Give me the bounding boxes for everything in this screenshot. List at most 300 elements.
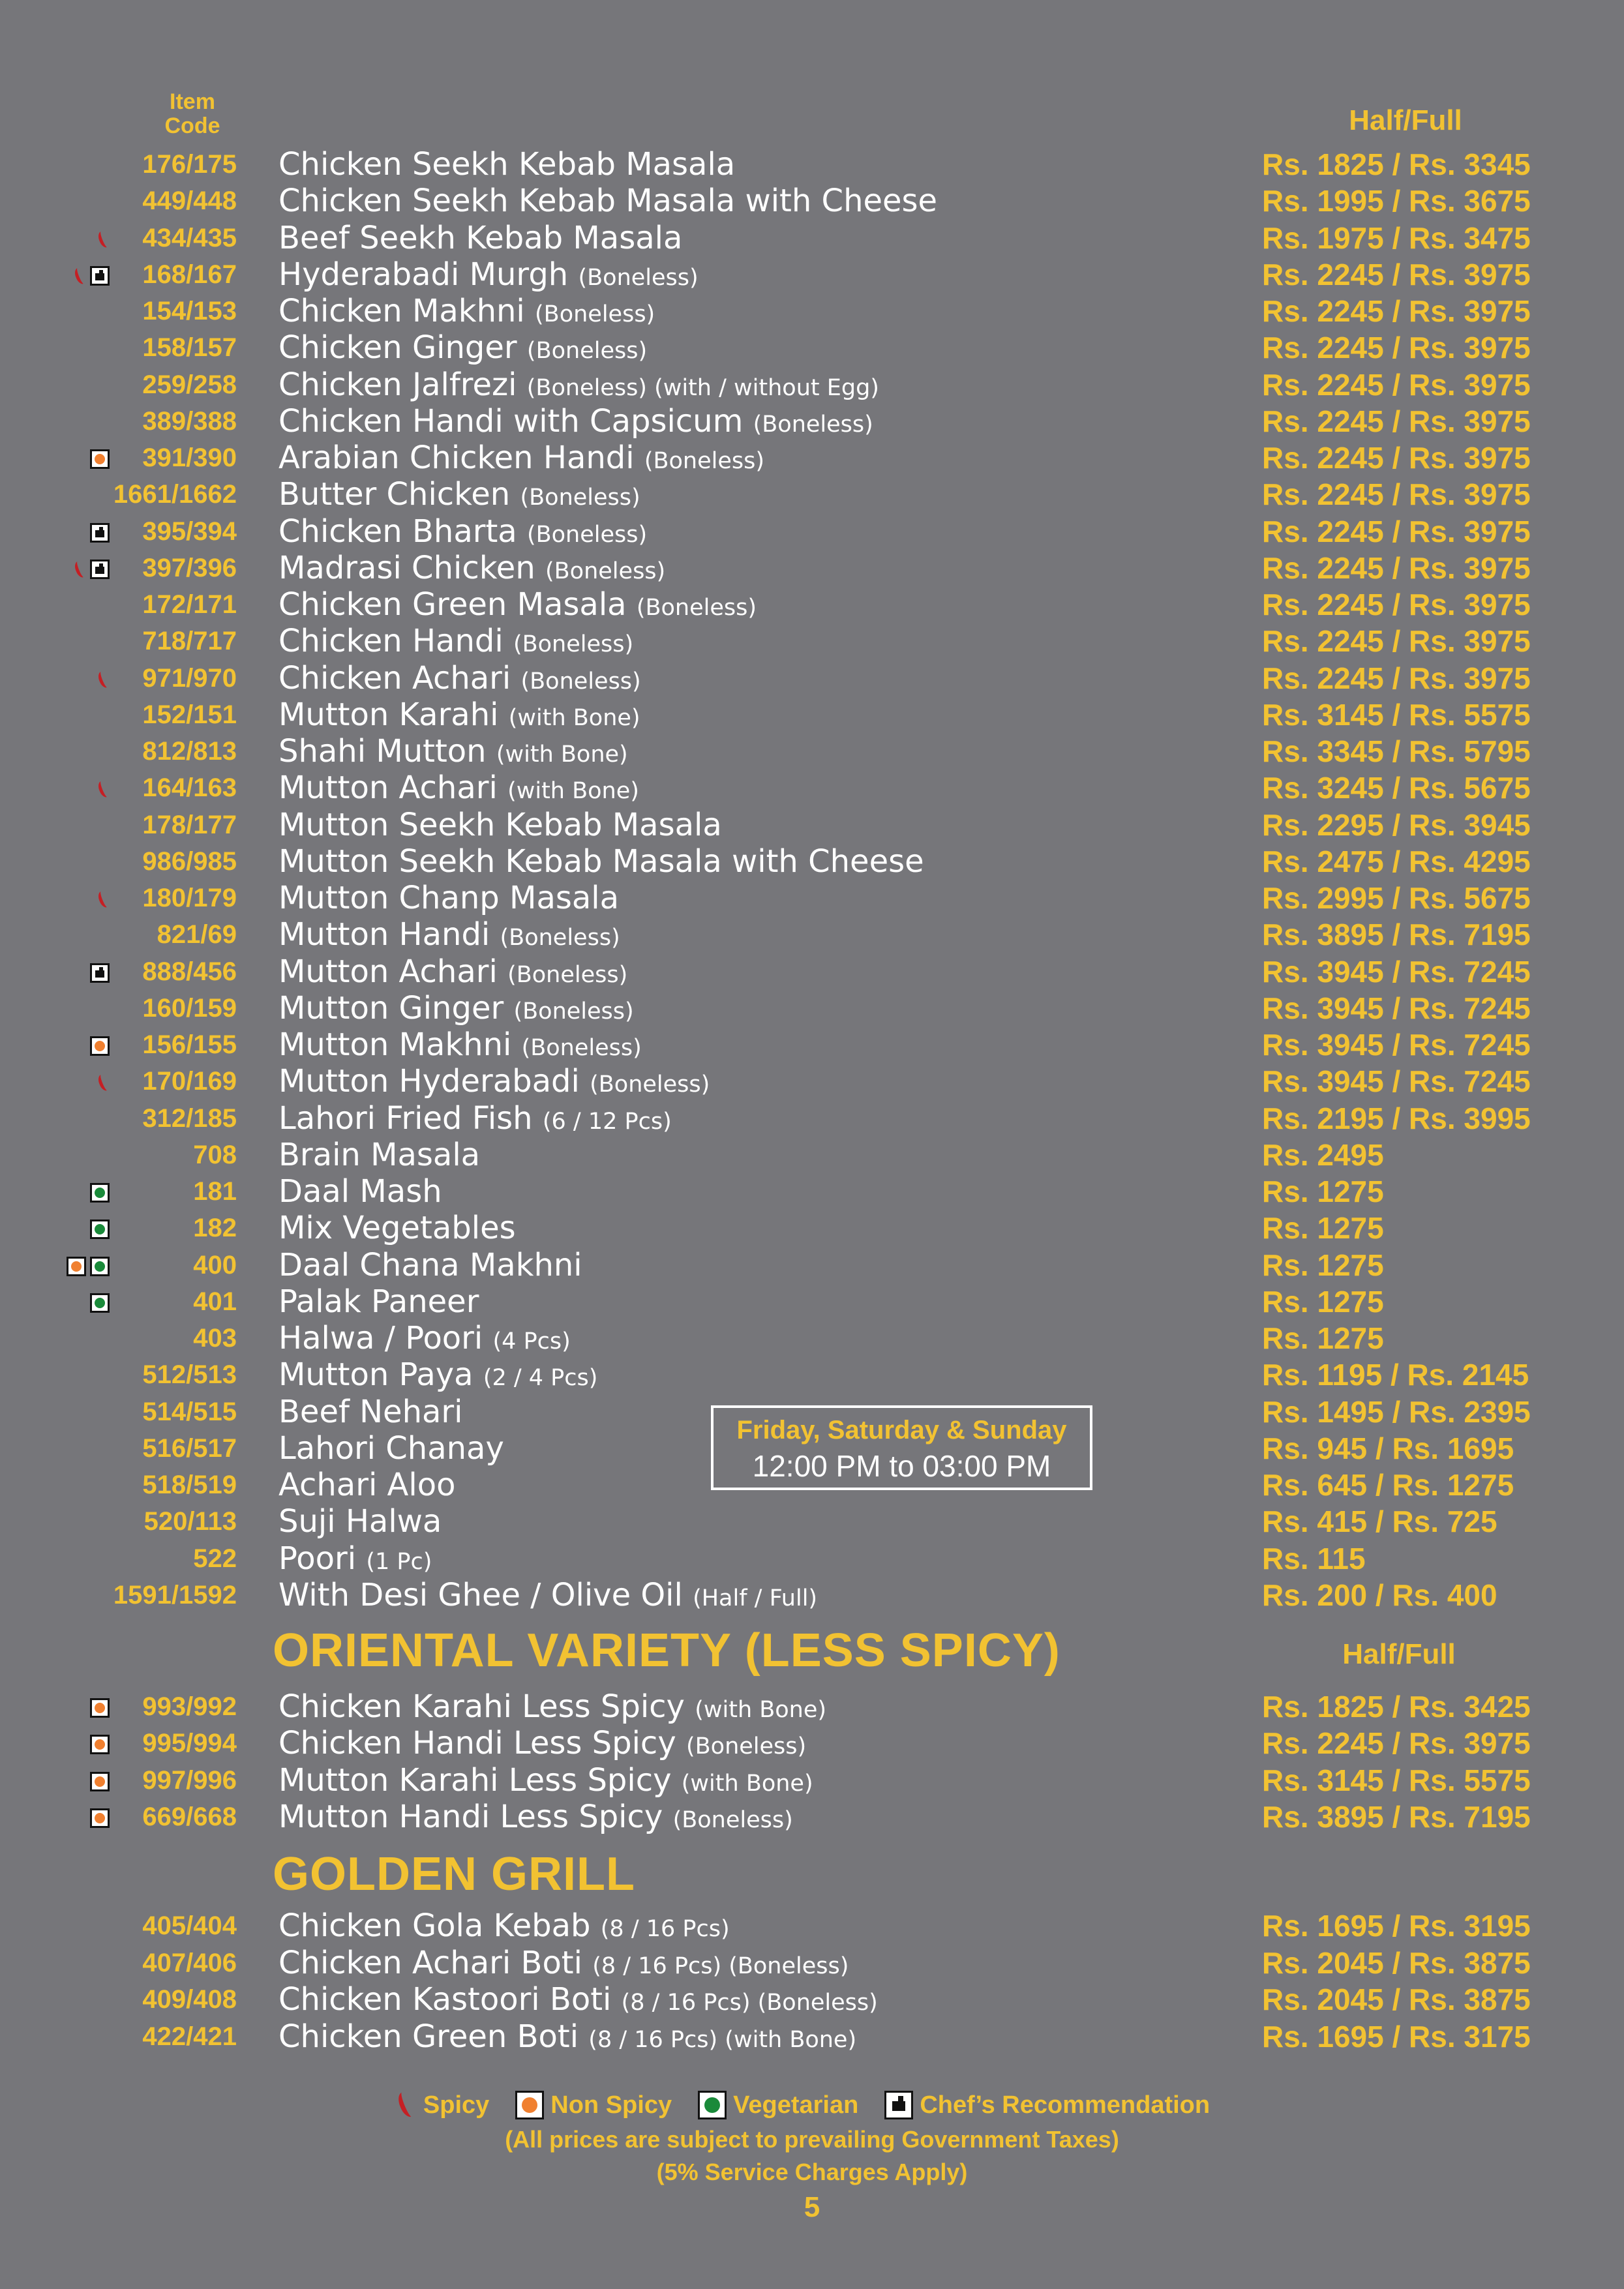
item-note: (8 / 16 Pcs) (with Bone) [588, 2026, 857, 2053]
item-price: Rs. 3945 / Rs. 7245 [1262, 1028, 1531, 1062]
menu-row [0, 1247, 1624, 1283]
item-price: Rs. 115 [1262, 1541, 1366, 1576]
non-spicy-icon [67, 1257, 86, 1276]
oriental-half-full-header: Half/Full [1342, 1638, 1456, 1670]
item-name [278, 623, 633, 663]
item-price: Rs. 1275 [1262, 1211, 1384, 1246]
item-note: (with Bone) [507, 778, 639, 805]
item-code: 405/404 [142, 1911, 237, 1940]
item-name [278, 1467, 455, 1503]
item-code: 389/388 [142, 406, 237, 436]
item-code: 812/813 [142, 737, 237, 766]
item-icons [73, 558, 110, 581]
item-code: 391/390 [142, 443, 237, 472]
menu-row [0, 513, 1624, 550]
item-code: 407/406 [142, 1948, 237, 1977]
item-code: 180/179 [142, 884, 237, 912]
item-title: Chicken Seekh Kebab Masala [278, 146, 736, 183]
item-name [278, 256, 699, 296]
item-note: (2 / 4 Pcs) [483, 1365, 598, 1392]
item-code: 176/175 [142, 150, 237, 179]
item-price: Rs. 415 / Rs. 725 [1262, 1504, 1497, 1539]
item-code: 516/517 [142, 1433, 237, 1463]
item-title: Mix Vegetables [278, 1210, 516, 1247]
menu-row [0, 1908, 1624, 1944]
item-title: Chicken Makhni [278, 293, 525, 329]
item-title: Chicken Karahi Less Spicy [278, 1688, 685, 1725]
menu-row [0, 1026, 1624, 1063]
item-note: (Boneless) [526, 521, 648, 548]
item-name [278, 1688, 826, 1728]
menu-row [0, 2018, 1624, 2055]
item-note: (Boneless) [753, 411, 873, 438]
item-icons [90, 521, 110, 545]
legend-nonspicy [515, 2091, 672, 2119]
item-name [278, 660, 641, 700]
item-title: Lahori Chanay [278, 1429, 504, 1467]
item-name [278, 1799, 793, 1838]
item-code: 403 [193, 1324, 237, 1353]
item-price: Rs. 1275 [1262, 1248, 1384, 1282]
item-price: Rs. 2195 / Rs. 3995 [1262, 1101, 1531, 1135]
legend-chef-label: Chef’s Recommendation [920, 2091, 1210, 2119]
non-spicy-icon [90, 1808, 110, 1828]
item-price: Rs. 3945 / Rs. 7245 [1262, 1064, 1531, 1099]
menu-row [0, 367, 1624, 403]
chili-icon [97, 890, 110, 909]
item-price: Rs. 3345 / Rs. 5795 [1262, 734, 1531, 768]
item-price: Rs. 2245 / Rs. 3975 [1262, 550, 1531, 585]
menu-row [0, 403, 1624, 440]
item-price: Rs. 2245 / Rs. 3975 [1262, 661, 1531, 695]
thumbs-up-icon [884, 2091, 913, 2119]
item-code: 156/155 [142, 1030, 237, 1059]
non-spicy-icon [90, 449, 110, 469]
menu-row [0, 733, 1624, 770]
item-code: 178/177 [142, 810, 237, 839]
item-icons [67, 1255, 110, 1278]
item-price: Rs. 2245 / Rs. 3975 [1262, 294, 1531, 328]
item-note: (Boneless) [636, 595, 757, 621]
item-note: (Boneless) [507, 961, 628, 988]
item-note: (with Bone) [681, 1770, 813, 1797]
item-price: Rs. 1825 / Rs. 3345 [1262, 147, 1531, 181]
item-price: Rs. 3945 / Rs. 7245 [1262, 954, 1531, 989]
item-name [278, 183, 937, 219]
menu-row [0, 476, 1624, 513]
item-code: 708 [193, 1140, 237, 1169]
menu-row [0, 220, 1624, 256]
item-price: Rs. 2245 / Rs. 3975 [1262, 404, 1531, 438]
item-price: Rs. 1195 / Rs. 2145 [1262, 1358, 1529, 1392]
thumbs-up-icon [90, 523, 110, 543]
non-spicy-icon [90, 1036, 110, 1056]
item-note: (with Bone) [695, 1697, 827, 1723]
item-name [278, 990, 634, 1030]
vegetarian-icon [90, 1219, 110, 1239]
item-name [278, 146, 735, 183]
item-price: Rs. 1825 / Rs. 3425 [1262, 1690, 1531, 1724]
item-price: Rs. 3895 / Rs. 7195 [1262, 1799, 1531, 1834]
menu-row [0, 586, 1624, 623]
item-note: (Boneless) [520, 485, 640, 511]
item-note: (with Bone) [508, 704, 640, 731]
item-name [278, 1320, 571, 1360]
item-note: (Boneless) [521, 1035, 642, 1061]
item-icons [90, 1696, 110, 1720]
non-spicy-icon [515, 2091, 544, 2119]
item-title: Mutton Chanp Masala [278, 880, 620, 916]
item-name [278, 1026, 642, 1066]
item-name [278, 880, 619, 916]
non-spicy-icon [90, 1735, 110, 1754]
menu-row [0, 916, 1624, 953]
item-name [278, 1137, 480, 1173]
item-name [278, 807, 722, 843]
item-title: Shahi Mutton [278, 733, 487, 770]
item-code: 409/408 [142, 1985, 237, 2014]
menu-row [0, 1945, 1624, 1981]
item-name [278, 293, 655, 333]
item-code: 152/151 [142, 700, 237, 729]
item-note: (Boneless) [513, 631, 634, 658]
legend-chef [884, 2091, 1210, 2119]
vegetarian-icon [90, 1293, 110, 1313]
golden-grill-title: GOLDEN GRILL [273, 1848, 635, 1900]
menu-row [0, 953, 1624, 990]
item-price: Rs. 2245 / Rs. 3975 [1262, 477, 1531, 512]
item-title: Madrasi Chicken [278, 549, 535, 586]
item-code: 259/258 [142, 370, 237, 399]
chili-icon [73, 560, 86, 579]
item-icons [97, 668, 110, 691]
item-title: Mutton Handi [278, 916, 490, 953]
item-price: Rs. 2245 / Rs. 3975 [1262, 1726, 1531, 1761]
item-code: 182 [193, 1214, 237, 1243]
item-price: Rs. 945 / Rs. 1695 [1262, 1431, 1514, 1465]
item-note: (8 / 16 Pcs) [600, 1916, 730, 1942]
item-price: Rs. 2245 / Rs. 3975 [1262, 588, 1531, 621]
item-name [278, 1945, 849, 1984]
item-name [278, 513, 647, 553]
item-icons [97, 1071, 110, 1094]
item-title: Chicken Ginger [278, 329, 517, 367]
menu-row [0, 1063, 1624, 1100]
legend [0, 2087, 1624, 2226]
item-note: (8 / 16 Pcs) (Boneless) [592, 1952, 849, 1979]
item-title: Chicken Handi Less Spicy [278, 1725, 676, 1762]
item-title: Mutton Achari [278, 770, 498, 807]
item-code: 160/159 [142, 993, 237, 1023]
item-price: Rs. 2245 / Rs. 3975 [1262, 331, 1531, 365]
menu-row [0, 146, 1624, 183]
item-name [278, 1063, 710, 1103]
item-name [278, 550, 665, 590]
item-icons [73, 264, 110, 288]
item-name [278, 367, 879, 406]
item-name [278, 1394, 463, 1430]
chili-icon [97, 779, 110, 799]
item-code: 971/970 [142, 663, 237, 693]
item-title: Chicken Green Masala [278, 586, 627, 623]
item-title: Daal Mash [278, 1173, 442, 1210]
half-full-header: Half/Full [1349, 104, 1462, 136]
menu-row [0, 770, 1624, 806]
breakfast-timing-box [711, 1405, 1092, 1490]
chili-icon [97, 230, 110, 249]
menu-row [0, 440, 1624, 476]
item-code: 986/985 [142, 846, 237, 876]
item-title: Mutton Achari [278, 953, 498, 990]
item-price: Rs. 1995 / Rs. 3675 [1262, 184, 1531, 218]
menu-row [0, 293, 1624, 329]
item-code: 993/992 [142, 1692, 237, 1721]
menu-row [0, 696, 1624, 733]
item-code: 172/171 [142, 590, 237, 619]
item-title: Halwa / Poori [278, 1320, 483, 1356]
item-note: (Boneless) [520, 668, 641, 695]
item-name [278, 1210, 516, 1246]
menu-row [0, 1173, 1624, 1210]
item-title: Butter Chicken [278, 476, 511, 513]
item-code: 395/394 [142, 516, 237, 546]
legend-vegetarian [698, 2091, 858, 2119]
item-code: 397/396 [142, 553, 237, 582]
item-price: Rs. 2045 / Rs. 3875 [1262, 1982, 1531, 2016]
item-title: Chicken Achari [278, 659, 511, 696]
item-icons [90, 1034, 110, 1058]
menu-row [0, 1283, 1624, 1320]
item-title: Palak Paneer [278, 1283, 479, 1320]
item-price: Rs. 2495 [1262, 1137, 1384, 1172]
item-icons [97, 777, 110, 801]
item-code: 449/448 [142, 187, 237, 216]
item-icons [97, 888, 110, 911]
item-title: Chicken Handi with Capsicum [278, 402, 744, 440]
item-name [278, 440, 764, 479]
item-price: Rs. 3945 / Rs. 7245 [1262, 991, 1531, 1025]
item-note: (1 Pc) [366, 1548, 432, 1575]
menu-row [0, 623, 1624, 659]
item-title: Mutton Seekh Kebab Masala [278, 806, 722, 843]
item-icons [90, 1770, 110, 1793]
non-spicy-icon [90, 1772, 110, 1791]
item-price: Rs. 3245 / Rs. 5675 [1262, 771, 1531, 805]
item-name [278, 1247, 582, 1283]
item-title: Chicken Green Boti [278, 2018, 579, 2055]
item-name [278, 329, 647, 369]
item-note: (4 Pcs) [492, 1328, 571, 1354]
breakfast-time: 12:00 PM to 03:00 PM [752, 1449, 1051, 1483]
item-price: Rs. 200 / Rs. 400 [1262, 1578, 1497, 1612]
item-code: 422/421 [142, 2022, 237, 2051]
item-note: (with Bone) [496, 741, 628, 768]
item-code: 512/513 [142, 1360, 237, 1390]
vegetarian-icon [698, 2091, 727, 2119]
item-note: (Boneless) [526, 338, 648, 365]
item-name [278, 586, 757, 626]
page-number: 5 [804, 2191, 820, 2223]
item-code: 158/157 [142, 333, 237, 363]
item-price: Rs. 645 / Rs. 1275 [1262, 1468, 1514, 1502]
menu-row [0, 550, 1624, 586]
menu-row [0, 1503, 1624, 1540]
item-title: Suji Halwa [278, 1503, 442, 1540]
vegetarian-icon [90, 1183, 110, 1203]
item-name [278, 1503, 442, 1540]
item-code: 520/113 [143, 1507, 237, 1536]
item-title: Mutton Makhni [278, 1026, 512, 1063]
item-icons [90, 1733, 110, 1756]
item-name [278, 1100, 672, 1140]
vegetarian-icon [90, 1257, 110, 1276]
item-code: 518/519 [142, 1471, 237, 1499]
tax-note: (All prices are subject to prevailing Government Taxes) [505, 2126, 1119, 2153]
item-code: 888/456 [142, 957, 237, 986]
item-note: (Boneless) [644, 448, 765, 474]
thumbs-up-icon [90, 963, 110, 983]
menu-row [0, 1577, 1624, 1613]
item-price: Rs. 1975 / Rs. 3475 [1262, 220, 1531, 255]
item-name [278, 696, 640, 736]
item-icons [90, 1181, 110, 1204]
item-code: 514/515 [142, 1397, 237, 1426]
item-code-header: Item Code [164, 89, 220, 138]
menu-row [0, 880, 1624, 916]
item-icons [90, 447, 110, 471]
menu-row [0, 1688, 1624, 1725]
item-title: Beef Seekh Kebab Masala [278, 219, 683, 256]
item-name [278, 1430, 504, 1467]
item-title: Chicken Bharta [278, 513, 517, 550]
item-name [278, 2018, 856, 2058]
item-price: Rs. 1275 [1262, 1284, 1384, 1319]
item-note: (Boneless) [535, 301, 655, 327]
item-price: Rs. 2245 / Rs. 3975 [1262, 624, 1531, 659]
item-price: Rs. 3895 / Rs. 7195 [1262, 918, 1531, 952]
item-code: 1591/1592 [113, 1580, 237, 1609]
thumbs-up-icon [90, 560, 110, 579]
item-title: Mutton Hyderabadi [278, 1063, 580, 1100]
item-code: 434/435 [142, 223, 237, 252]
menu-row [0, 1725, 1624, 1761]
service-charge-note: (5% Service Charges Apply) [656, 2159, 968, 2185]
item-code: 669/668 [142, 1802, 237, 1831]
item-icons [97, 228, 110, 251]
item-title: Mutton Seekh Kebab Masala with Cheese [278, 843, 924, 880]
menu-row [0, 807, 1624, 843]
item-price: Rs. 1275 [1262, 1321, 1384, 1355]
item-title: Daal Chana Makhni [278, 1246, 582, 1283]
item-note: (Boneless) [578, 264, 699, 291]
item-name [278, 1540, 432, 1580]
item-price: Rs. 2045 / Rs. 3875 [1262, 1945, 1531, 1980]
oriental-section-title: ORIENTAL VARIETY (LESS SPICY) [273, 1624, 1060, 1677]
item-title: Lahori Fried Fish [278, 1100, 533, 1137]
item-name [278, 916, 620, 956]
item-price: Rs. 2245 / Rs. 3975 [1262, 514, 1531, 548]
item-code: 401 [193, 1287, 237, 1316]
non-spicy-icon [90, 1698, 110, 1718]
item-title: Chicken Handi [278, 623, 504, 660]
item-note: (8 / 16 Pcs) (Boneless) [621, 1990, 878, 2016]
item-name [278, 843, 924, 880]
item-code: 168/167 [142, 260, 237, 289]
menu-row [0, 1356, 1624, 1393]
menu-row [0, 1762, 1624, 1799]
item-price: Rs. 2245 / Rs. 3975 [1262, 441, 1531, 475]
chili-icon [97, 1073, 110, 1092]
item-price: Rs. 3145 / Rs. 5575 [1262, 1763, 1531, 1797]
chili-icon [73, 266, 86, 286]
menu-row [0, 1540, 1624, 1577]
menu-row [0, 990, 1624, 1026]
menu-row [0, 329, 1624, 366]
item-title: Mutton Karahi Less Spicy [278, 1761, 672, 1799]
item-note: (Boneless) [513, 998, 634, 1025]
item-title: Chicken Kastoori Boti [278, 1981, 612, 2018]
item-name [278, 1725, 806, 1765]
item-title: Chicken Seekh Kebab Masala with Cheese [278, 183, 938, 220]
item-title: Hyderabadi Murgh [278, 256, 569, 293]
item-title: Brain Masala [278, 1136, 481, 1173]
item-code: 400 [193, 1250, 237, 1279]
item-note: (Boneless) [672, 1806, 793, 1833]
item-note: (6 / 12 Pcs) [542, 1108, 672, 1135]
item-title: With Desi Ghee / Olive Oil [278, 1576, 683, 1613]
item-note: (Boneless) [686, 1733, 807, 1760]
legend-spicy-label: Spicy [423, 2091, 490, 2119]
item-code: 1661/1662 [113, 480, 237, 509]
item-icons [90, 1218, 110, 1241]
menu-row [0, 660, 1624, 696]
item-title: Chicken Achari Boti [278, 1944, 582, 1981]
item-price: Rs. 1695 / Rs. 3195 [1262, 1909, 1531, 1943]
item-icons [90, 1291, 110, 1315]
item-price: Rs. 3145 / Rs. 5575 [1262, 697, 1531, 732]
item-icons [90, 1806, 110, 1830]
item-code: 821/69 [157, 920, 237, 950]
menu-row [0, 1320, 1624, 1356]
menu-row [0, 1981, 1624, 2018]
item-note: (Boneless) [545, 558, 666, 584]
item-code: 522 [193, 1544, 237, 1573]
item-code: 164/163 [142, 773, 237, 803]
legend-spicy [397, 2090, 489, 2120]
breakfast-days: Friday, Saturday & Sunday [736, 1416, 1067, 1444]
item-code: 312/185 [142, 1103, 237, 1133]
item-note: (Boneless) (with / without Egg) [526, 374, 879, 401]
item-name [278, 1762, 813, 1802]
item-title: Chicken Gola Kebab [278, 1908, 591, 1944]
item-price: Rs. 2295 / Rs. 3945 [1262, 807, 1531, 842]
menu-row [0, 1210, 1624, 1246]
item-name [278, 1356, 597, 1396]
item-title: Arabian Chicken Handi [278, 440, 635, 476]
item-title: Mutton Ginger [278, 989, 504, 1026]
item-icons [90, 961, 110, 985]
item-name [278, 953, 627, 993]
item-note: (Boneless) [590, 1071, 710, 1098]
chili-icon [97, 670, 110, 689]
item-price: Rs. 1495 / Rs. 2395 [1262, 1394, 1531, 1429]
item-code: 718/717 [142, 627, 237, 656]
item-title: Mutton Karahi [278, 696, 499, 733]
item-title: Mutton Paya [278, 1356, 474, 1394]
item-name [278, 1908, 730, 1947]
item-name [278, 403, 873, 443]
menu-row [0, 183, 1624, 219]
